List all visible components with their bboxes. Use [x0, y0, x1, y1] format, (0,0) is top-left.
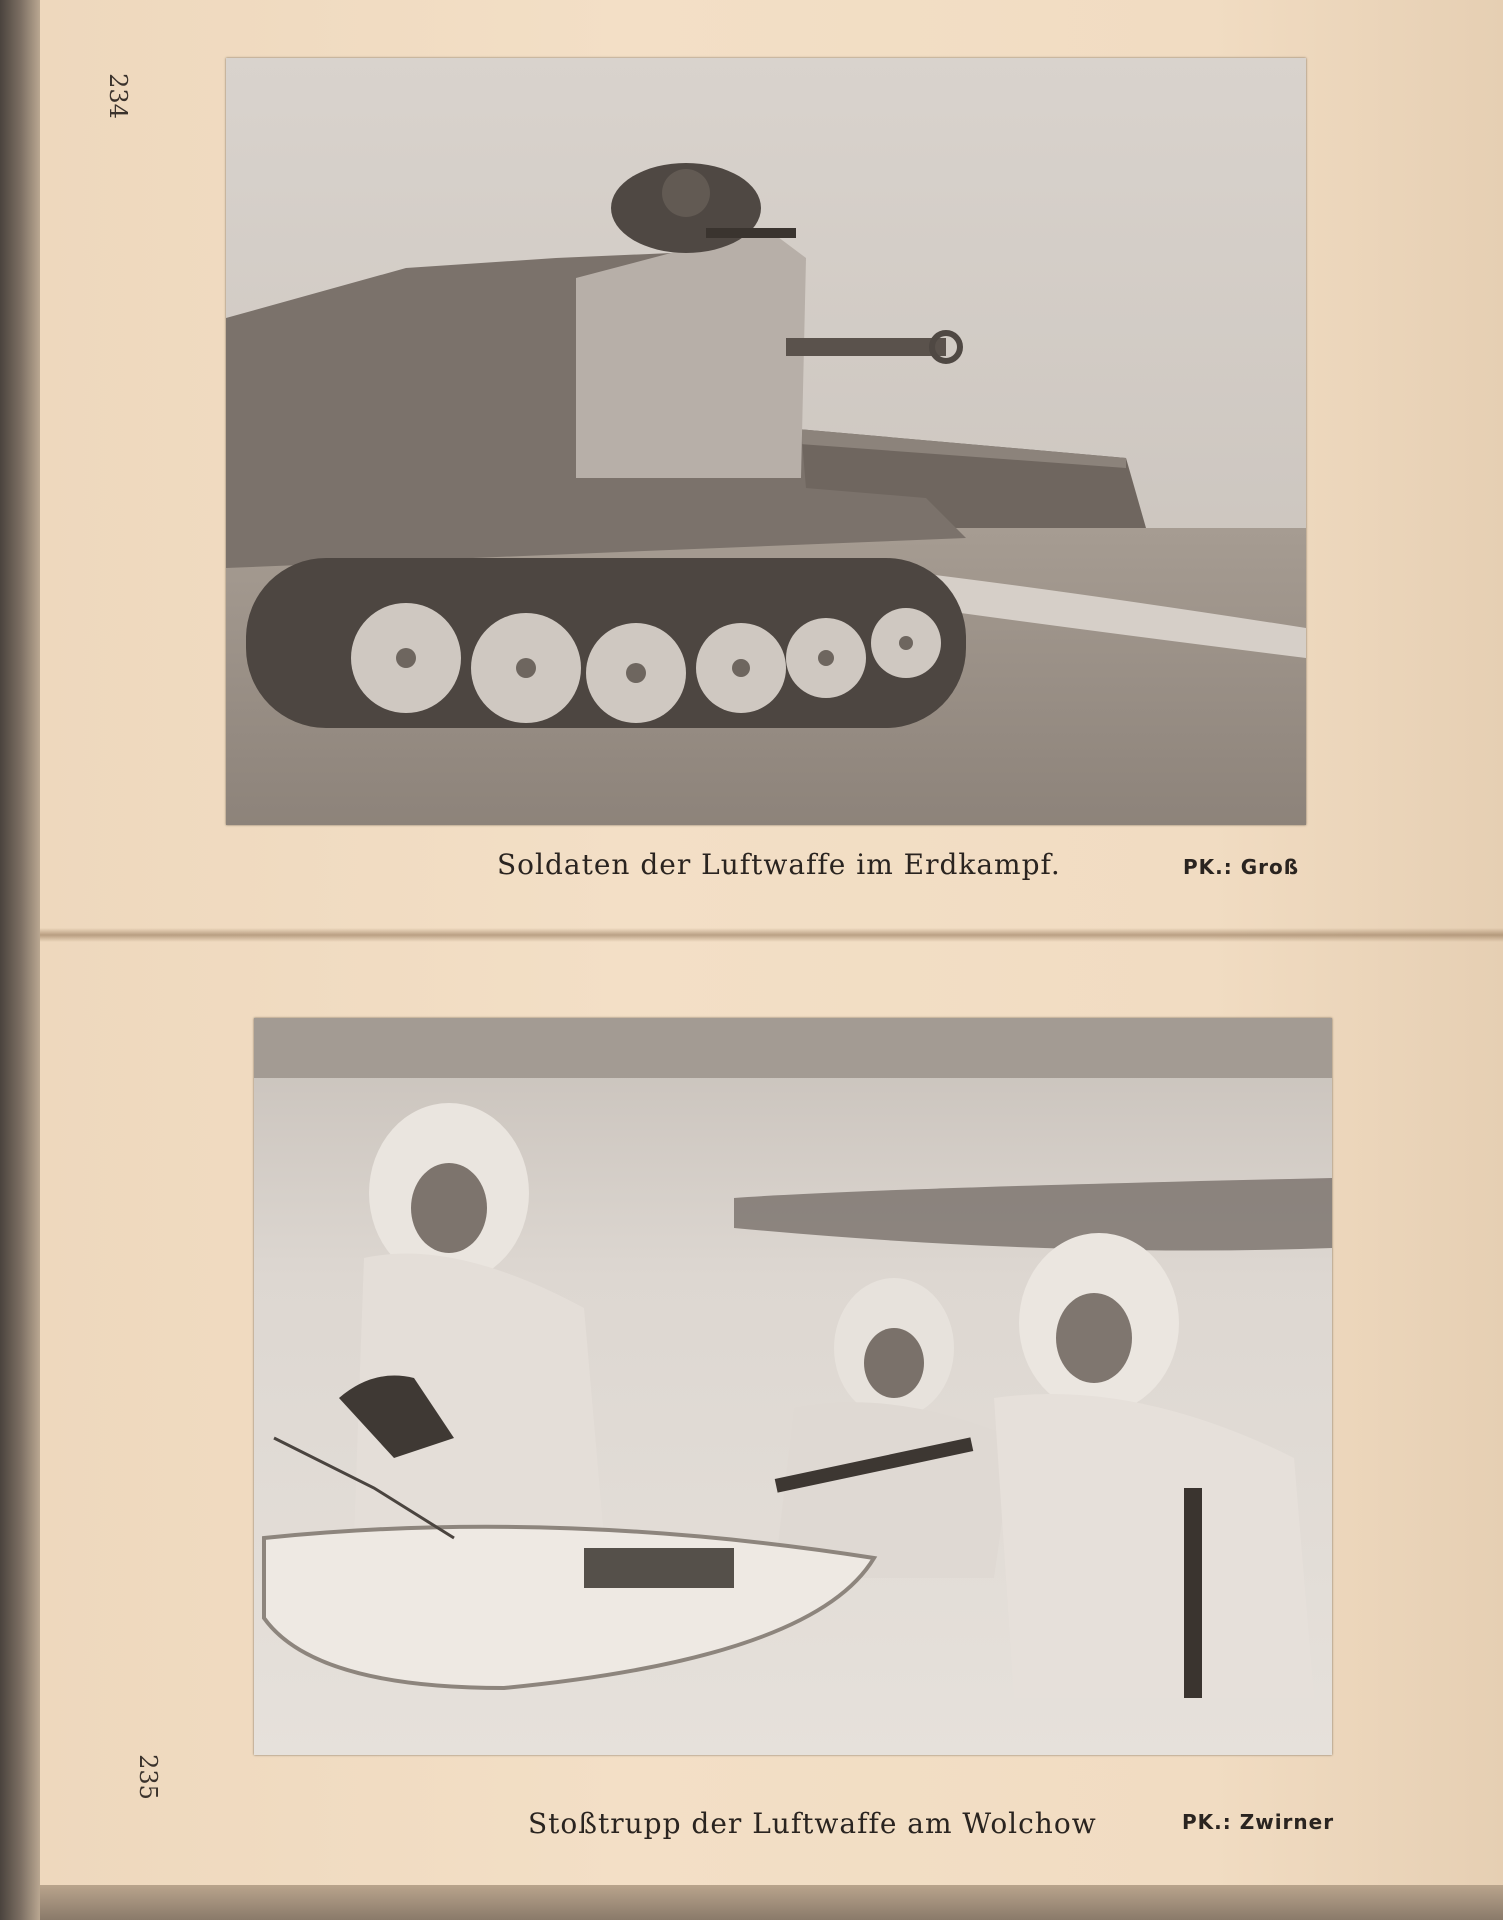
page-fold [40, 928, 1503, 942]
photo-credit-bottom: PK.: Zwirner [1182, 1810, 1335, 1834]
page-number-bottom: 235 [133, 1754, 162, 1800]
photo-snow-troop [254, 1018, 1332, 1755]
page-number-top: 234 [103, 73, 132, 119]
photo-credit-top: PK.: Groß [1183, 855, 1300, 879]
book-bottom-edge [40, 1885, 1503, 1920]
photo-armored-vehicle [226, 58, 1306, 825]
caption-top: Soldaten der Luftwaffe im Erdkampf. [497, 848, 1061, 881]
caption-bottom: Stoßtrupp der Luftwaffe am Wolchow [528, 1807, 1097, 1840]
